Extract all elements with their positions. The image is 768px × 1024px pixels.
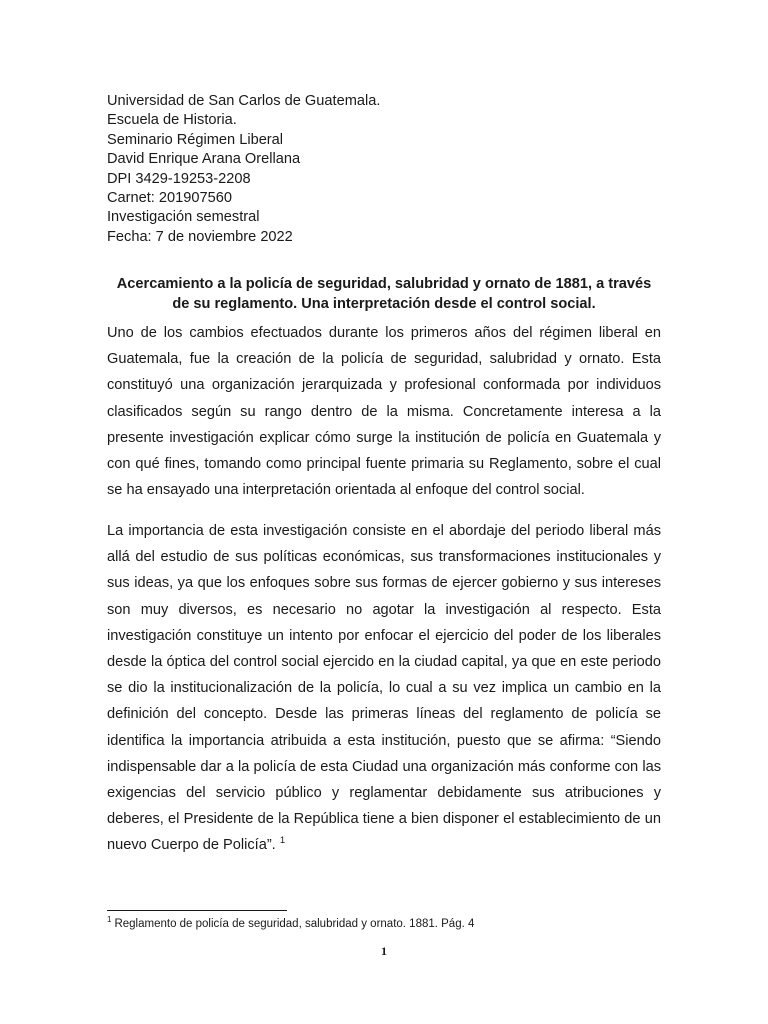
header-line-school: Escuela de Historia.	[107, 112, 237, 129]
footnote-text: Reglamento de policía de seguridad, salubridad y ornato. 1881. Pág. 4	[114, 918, 475, 930]
paragraph-1: Uno de los cambios efectuados durante los primeros años del régimen liberal en Guatemala, fue la creación de la policía de seguridad, salubridad y ornato. Esta constituyó una organización jerarquizada y profesional conformada por individuos clasificados según su rango dentro de la misma. Concretamente interesa a la presente investigación explicar cómo surge la institución de policía en Guatemala y con qué fines, tomando como principal fuente primaria su Reglamento, sobre el cual se ha ensayado una interpretación orientada al enfoque del control social.	[107, 325, 661, 499]
header-line-author: David Enrique Arana Orellana	[107, 151, 301, 168]
header-line-university: Universidad de San Carlos de Guatemala.	[107, 93, 381, 109]
page-number: 1	[381, 944, 387, 958]
header-line-carnet: Carnet: 201907560	[107, 190, 232, 207]
paragraph-2	[107, 518, 661, 859]
footnote-separator	[107, 910, 287, 911]
document-title	[107, 275, 661, 314]
header-line-date: Fecha: 7 de noviembre 2022	[107, 228, 293, 245]
author-header	[107, 92, 667, 247]
footnote-reference: 1	[279, 835, 286, 847]
title-line-2: de su reglamento. Una interpretación desde el control social.	[172, 295, 596, 312]
header-line-seminar: Seminario Régimen Liberal	[107, 131, 284, 148]
title-line-1: Acercamiento a la policía de seguridad, salubridad y ornato de 1881, a través	[116, 276, 652, 292]
paragraph-2-text: La importancia de esta investigación consiste en el abordaje del periodo liberal más allá del estudio de sus políticas económicas, sus transformaciones institucionales y sus ideas, ya que los enfoques sobre sus formas de ejercer gobierno y sus intereses son muy diversos, es necesario no agotar la investigación al respecto. Esta investigación constituye un intento por enfocar el ejercicio del poder de los liberales desde la óptica del control social ejercido en la ciudad capital, ya que en este periodo se dio la institucionalización de la policía, lo cual a su vez implica un cambio en la definición del concepto. Desde las primeras líneas del reglamento de policía se identifica la importancia atribuida a esta institución, puesto que se afirma: “Siendo indispensable dar a la policía de esta Ciudad una organización más conforme con las exigencias del servicio público y reglamentar debidamente sus atribuciones y deberes, el Presidente de la República tiene a bien disponer el establecimiento de un nuevo Cuerpo de Policía”.	[107, 523, 661, 854]
header-line-dpi: DPI 3429-19253-2208	[107, 170, 251, 187]
footnote-number: 1	[107, 915, 112, 925]
header-line-type: Investigación semestral	[107, 209, 260, 226]
footnote	[107, 917, 667, 932]
